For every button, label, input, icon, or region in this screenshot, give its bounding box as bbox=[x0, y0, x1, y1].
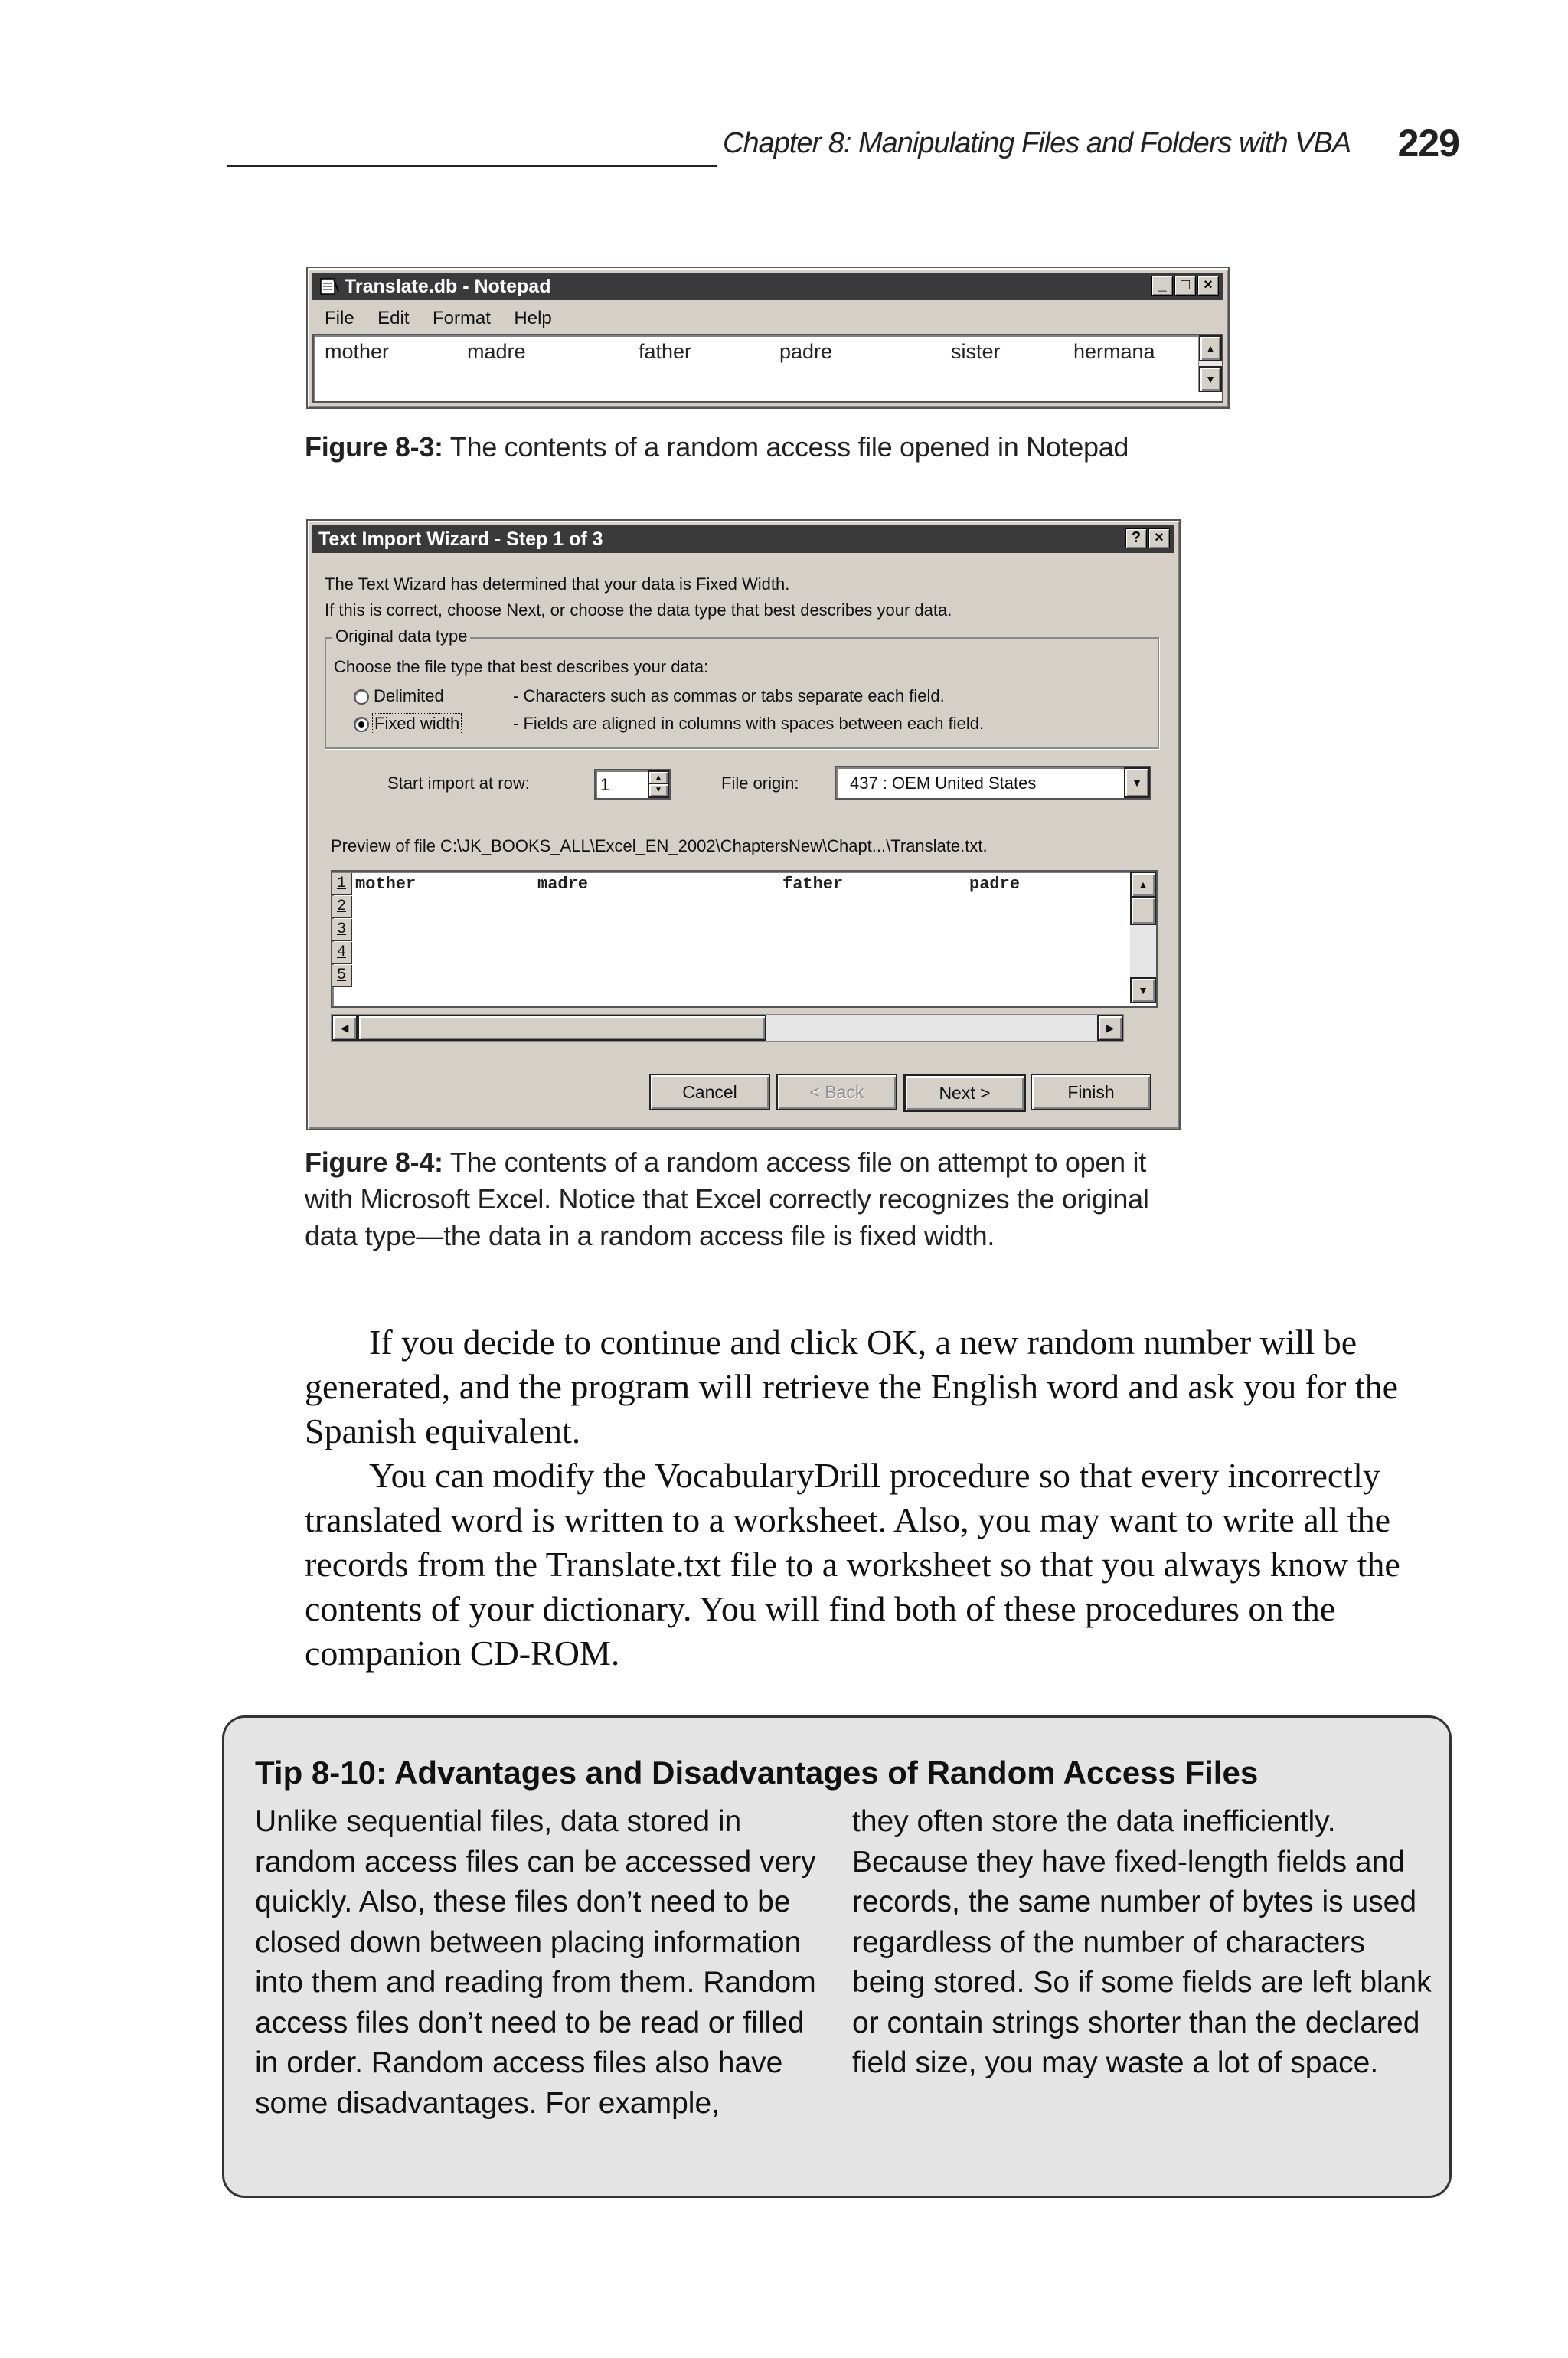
notepad-vscrollbar[interactable] bbox=[1198, 335, 1222, 392]
tip-column-1: Unlike sequential files, data stored in random access files can be accessed very quickly. Also, these files don’t need to be closed down between placing information into them and reading from them. Random access files don’t need to be read or filled in order. Random access files also have some disadvantages. For example, bbox=[255, 1805, 816, 2120]
preview-vscrollbar[interactable] bbox=[1130, 872, 1156, 1003]
body-paragraph-2: You can modify the VocabularyDrill procedure so that every incorrectly translated word is written to a worksheet. Also, you may want to write all the records from the Translate.txt file to a worksheet so that you always know the contents of your dictionary. You will find both of these procedures on the companion CD-ROM. bbox=[305, 1456, 1400, 1673]
file-origin-value: 437 : OEM United States bbox=[850, 773, 1037, 793]
np-word-father: father bbox=[639, 340, 692, 363]
notepad-title: Translate.db - Notepad bbox=[345, 276, 551, 297]
figure-8-3-text: The contents of a random access file opened in Notepad bbox=[443, 431, 1129, 463]
tip-column-2: they often store the data inefficiently. Because they have fixed-length fields and records, the same number of bytes is used regardless of the number of characters being stored. So if some fields are left blank or contain strings shorter than the declared field size, you may waste a lot of space. bbox=[852, 1805, 1432, 2079]
delimited-desc: - Characters such as commas or tabs separate each field. bbox=[513, 686, 945, 705]
menu-help[interactable]: Help bbox=[514, 308, 552, 329]
menu-format[interactable]: Format bbox=[432, 308, 491, 329]
scroll-down-arrow-icon[interactable]: ▼ bbox=[1199, 366, 1222, 392]
np-word-sister: sister bbox=[951, 340, 1001, 363]
notepad-text-area[interactable] bbox=[312, 334, 1223, 403]
preview-cell: father bbox=[782, 875, 844, 894]
start-row-input[interactable] bbox=[594, 769, 671, 800]
next-button[interactable]: Next > bbox=[903, 1074, 1026, 1112]
figure-8-3-label: Figure 8-3: bbox=[305, 431, 443, 463]
text-import-wizard bbox=[306, 519, 1181, 1130]
np-word-mother: mother bbox=[325, 340, 390, 363]
fixed-width-label[interactable]: Fixed width bbox=[372, 713, 462, 734]
menu-edit[interactable]: Edit bbox=[377, 308, 410, 329]
preview-scroll-right-icon[interactable]: ▶ bbox=[1097, 1015, 1123, 1041]
preview-cell: padre bbox=[969, 875, 1021, 894]
chevron-down-icon[interactable]: ▼ bbox=[1124, 767, 1150, 798]
notepad-titlebar bbox=[312, 273, 1223, 300]
finish-button[interactable]: Finish bbox=[1031, 1074, 1152, 1110]
menu-file[interactable]: File bbox=[325, 308, 354, 329]
original-data-type-group bbox=[325, 626, 1159, 749]
body-paragraph-1: If you decide to continue and click OK, a new random number will be generated, and the program will retrieve the English word and ask you for the Spanish equivalent. bbox=[305, 1323, 1399, 1450]
notepad-menubar bbox=[325, 308, 572, 329]
preview-row-num: 3 bbox=[332, 919, 352, 941]
group-label: Original data type bbox=[332, 626, 470, 646]
wizard-close-button[interactable]: × bbox=[1148, 528, 1170, 548]
np-word-madre: madre bbox=[467, 340, 526, 363]
start-row-value: 1 bbox=[600, 775, 610, 794]
figure-8-3-caption bbox=[305, 429, 1377, 466]
notepad-window bbox=[306, 267, 1230, 409]
close-button[interactable]: × bbox=[1197, 276, 1219, 296]
tip-title: Tip 8-10: Advantages and Disadvantages of Random Access Files bbox=[255, 1755, 1259, 1791]
figure-8-4-text: The contents of a random access file on attempt to open it with Microsoft Excel. Notice that Excel correctly recognizes the original data type—the data in a random access file is fixed width. bbox=[305, 1146, 1149, 1251]
notepad-app-icon bbox=[318, 276, 340, 296]
chapter-title: Chapter 8: Manipulating Files and Folders with VBA bbox=[723, 127, 1351, 159]
notepad-content-line bbox=[325, 340, 1167, 368]
group-prompt: Choose the file type that best describes your data: bbox=[334, 657, 709, 676]
np-word-hermana: hermana bbox=[1073, 340, 1155, 363]
maximize-button[interactable]: □ bbox=[1174, 276, 1196, 296]
preview-row-num: 5 bbox=[332, 965, 352, 987]
file-preview[interactable] bbox=[331, 870, 1158, 1008]
preview-hscroll-thumb[interactable] bbox=[358, 1015, 766, 1041]
radio-fixed-width[interactable] bbox=[354, 717, 369, 732]
back-button[interactable]: < Back bbox=[776, 1074, 897, 1110]
radio-delimited[interactable] bbox=[354, 689, 369, 705]
preview-row-num: 2 bbox=[332, 896, 352, 918]
preview-scroll-up-icon[interactable]: ▲ bbox=[1130, 872, 1156, 898]
preview-row-num: 4 bbox=[332, 942, 352, 964]
fixed-width-desc: - Fields are aligned in columns with spaces between each field. bbox=[513, 714, 985, 733]
body-text bbox=[305, 1320, 1453, 1676]
preview-cell: madre bbox=[537, 875, 589, 894]
wizard-intro-2: If this is correct, choose Next, or choose the data type that best describes your data. bbox=[325, 600, 952, 620]
spin-up-icon[interactable]: ▲ bbox=[648, 770, 669, 786]
np-word-padre: padre bbox=[779, 340, 833, 363]
cancel-button[interactable]: Cancel bbox=[649, 1074, 770, 1110]
page-number: 229 bbox=[1397, 122, 1459, 165]
file-origin-label: File origin: bbox=[721, 773, 799, 793]
wizard-titlebar bbox=[312, 525, 1174, 553]
header-rule bbox=[227, 165, 717, 167]
preview-hscrollbar[interactable] bbox=[331, 1014, 1124, 1042]
help-button[interactable]: ? bbox=[1125, 528, 1147, 548]
start-row-label: Start import at row: bbox=[387, 773, 530, 793]
figure-8-4-label: Figure 8-4: bbox=[305, 1146, 443, 1178]
preview-row-num: 1 bbox=[332, 873, 352, 895]
preview-label: Preview of file C:\JK_BOOKS_ALL\Excel_EN_2002\ChaptersNew\Chapt...\Translate.txt. bbox=[331, 836, 988, 855]
wizard-intro-1: The Text Wizard has determined that your data is Fixed Width. bbox=[325, 574, 790, 594]
minimize-button[interactable]: _ bbox=[1152, 276, 1173, 296]
preview-scroll-left-icon[interactable]: ◀ bbox=[332, 1015, 358, 1041]
tip-box bbox=[222, 1715, 1452, 2198]
wizard-title: Text Import Wizard - Step 1 of 3 bbox=[318, 528, 603, 550]
preview-scroll-thumb[interactable] bbox=[1130, 896, 1156, 925]
figure-8-4-caption bbox=[305, 1144, 1185, 1254]
preview-cell: mother bbox=[355, 875, 416, 894]
preview-scroll-down-icon[interactable]: ▼ bbox=[1130, 977, 1156, 1003]
delimited-label[interactable]: Delimited bbox=[374, 686, 444, 705]
spin-down-icon[interactable]: ▼ bbox=[648, 783, 669, 798]
file-origin-select[interactable] bbox=[835, 766, 1152, 800]
preview-grid bbox=[332, 872, 1098, 1003]
scroll-up-arrow-icon[interactable]: ▲ bbox=[1199, 335, 1222, 361]
